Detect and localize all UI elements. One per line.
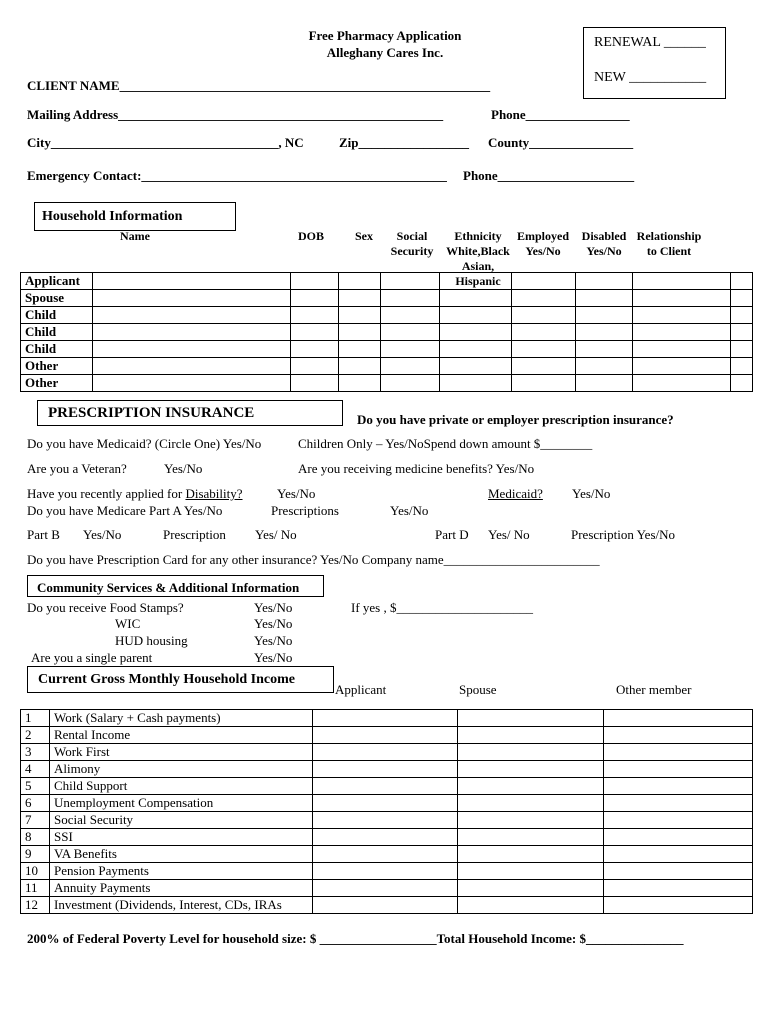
medicaid-applied-label: Medicaid? [488, 486, 543, 501]
single-parent-question: Are you a single parent [31, 650, 153, 665]
household-cell[interactable] [92, 324, 290, 341]
col-ssn: Social Security [390, 229, 434, 258]
medicaid-applied-yes-no[interactable]: Yes/No [572, 486, 611, 501]
household-cell[interactable] [730, 375, 752, 392]
renewal-field[interactable]: RENEWAL ______ [594, 35, 706, 50]
household-cell[interactable] [290, 358, 338, 375]
household-cell[interactable] [730, 273, 752, 290]
household-cell[interactable] [338, 290, 380, 307]
income-cell[interactable] [604, 829, 753, 846]
income-row-number: 10 [21, 863, 50, 880]
income-cell[interactable] [604, 778, 753, 795]
household-cell[interactable] [92, 375, 290, 392]
food-stamps-question: Do you receive Food Stamps? [27, 600, 184, 615]
household-row-label: Other [21, 375, 93, 392]
medicine-benefits-question[interactable]: Are you receiving medicine benefits? Yes/No [298, 461, 535, 476]
income-cell[interactable] [312, 863, 458, 880]
income-cell[interactable] [312, 795, 458, 812]
col-relationship: Relationship to Client [636, 229, 702, 258]
income-row-label: Annuity Payments [49, 880, 312, 897]
col-disabled: Disabled Yes/No [581, 229, 627, 258]
household-cell[interactable] [440, 273, 512, 290]
household-cell[interactable] [576, 307, 633, 324]
part-d-label: Part D [435, 527, 469, 542]
mailing-address-field[interactable]: Mailing Address__________________________________________________ [27, 107, 444, 122]
client-name-field[interactable]: CLIENT NAME_________________________________________________________ [27, 78, 491, 93]
prescriptions-yes-no[interactable]: Yes/No [390, 503, 429, 518]
household-cell[interactable] [380, 375, 440, 392]
zip-field[interactable]: Zip_________________ [339, 135, 470, 150]
income-row-label: Pension Payments [49, 863, 312, 880]
disability-word: Disability? [185, 486, 243, 501]
col-name: Name [120, 229, 150, 243]
household-cell[interactable] [730, 341, 752, 358]
income-cell[interactable] [458, 744, 604, 761]
household-cell[interactable] [633, 358, 731, 375]
col-sex: Sex [355, 229, 373, 243]
income-row-label: Unemployment Compensation [49, 795, 312, 812]
household-cell[interactable] [633, 307, 731, 324]
income-cell[interactable] [604, 710, 753, 727]
income-row-label: Child Support [49, 778, 312, 795]
household-table [20, 272, 753, 392]
income-row [21, 897, 753, 914]
income-cell[interactable] [458, 863, 604, 880]
household-row [21, 307, 753, 324]
new-field[interactable]: NEW ___________ [594, 70, 707, 85]
household-cell[interactable] [338, 358, 380, 375]
income-row [21, 761, 753, 778]
household-row-label: Other [21, 358, 93, 375]
income-row-number: 5 [21, 778, 50, 795]
income-row [21, 795, 753, 812]
income-cell[interactable] [604, 880, 753, 897]
income-section-title: Current Gross Monthly Household Income [38, 672, 295, 687]
income-row-label: SSI [49, 829, 312, 846]
household-cell[interactable] [290, 341, 338, 358]
income-row-label: Work (Salary + Cash payments) [49, 710, 312, 727]
household-cell[interactable] [338, 273, 380, 290]
prescriptions-label: Prescriptions [271, 503, 339, 518]
income-cell[interactable] [458, 727, 604, 744]
income-row-number: 9 [21, 846, 50, 863]
emergency-phone-field[interactable]: Phone_____________________ [463, 168, 635, 183]
prescription-b-yes-no[interactable]: Yes/ No [255, 527, 297, 542]
household-cell[interactable] [92, 358, 290, 375]
income-row-label: Work First [49, 744, 312, 761]
household-cell[interactable] [338, 341, 380, 358]
household-cell[interactable] [633, 375, 731, 392]
household-row [21, 358, 753, 375]
income-cell[interactable] [458, 795, 604, 812]
household-cell[interactable] [92, 273, 290, 290]
income-cell[interactable] [312, 778, 458, 795]
part-b-yes-no[interactable]: Yes/No [83, 527, 122, 542]
household-cell[interactable] [380, 307, 440, 324]
household-cell[interactable] [576, 375, 633, 392]
income-row-label: Social Security [49, 812, 312, 829]
income-cell[interactable] [458, 761, 604, 778]
household-cell[interactable] [290, 290, 338, 307]
part-d-yes-no[interactable]: Yes/ No [488, 527, 530, 542]
income-cell[interactable] [458, 778, 604, 795]
income-row [21, 846, 753, 863]
household-row-label: Child [21, 324, 93, 341]
household-cell[interactable] [633, 290, 731, 307]
disability-yes-no[interactable]: Yes/No [277, 486, 316, 501]
income-cell[interactable] [312, 846, 458, 863]
children-only-spend-down[interactable]: Children Only – Yes/NoSpend down amount $________ [298, 436, 593, 451]
household-cell[interactable] [512, 375, 576, 392]
household-row-label: Child [21, 341, 93, 358]
household-cell[interactable] [576, 273, 633, 290]
wic-label: WIC [115, 616, 141, 631]
col-applicant: Applicant [335, 682, 387, 697]
household-cell[interactable] [576, 324, 633, 341]
household-row [21, 273, 753, 290]
city-field[interactable]: City___________________________________, NC [27, 135, 304, 150]
household-cell[interactable] [576, 358, 633, 375]
food-stamps-yes-no[interactable]: Yes/No [254, 600, 293, 615]
disability-question: Have you recently applied for Disability? [27, 486, 243, 501]
income-cell[interactable] [312, 744, 458, 761]
income-table [20, 709, 753, 914]
household-cell[interactable] [440, 307, 512, 324]
household-cell[interactable] [576, 341, 633, 358]
income-cell[interactable] [458, 829, 604, 846]
form-title: Free Pharmacy Application [308, 28, 462, 43]
household-cell[interactable] [290, 273, 338, 290]
household-row [21, 324, 753, 341]
income-section-box [27, 666, 334, 693]
income-cell[interactable] [458, 812, 604, 829]
household-cell[interactable] [338, 307, 380, 324]
income-row-number: 2 [21, 727, 50, 744]
income-row-number: 1 [21, 710, 50, 727]
income-row-label: Rental Income [49, 727, 312, 744]
income-cell[interactable] [604, 863, 753, 880]
county-field[interactable]: County________________ [488, 135, 634, 150]
income-cell[interactable] [312, 897, 458, 914]
household-cell[interactable] [512, 307, 576, 324]
household-cell[interactable] [380, 290, 440, 307]
household-cell[interactable] [380, 324, 440, 341]
income-row [21, 744, 753, 761]
household-cell[interactable] [380, 341, 440, 358]
household-cell[interactable] [380, 358, 440, 375]
household-cell[interactable] [512, 290, 576, 307]
medicare-part-a-question[interactable]: Do you have Medicare Part A Yes/No [27, 503, 223, 518]
household-cell[interactable] [730, 290, 752, 307]
household-cell[interactable] [92, 290, 290, 307]
income-cell[interactable] [604, 795, 753, 812]
medicaid-question[interactable]: Do you have Medicaid? (Circle One) Yes/No [27, 436, 262, 451]
income-row [21, 727, 753, 744]
income-row-number: 4 [21, 761, 50, 778]
household-cell[interactable] [338, 375, 380, 392]
household-cell[interactable] [512, 273, 576, 290]
household-row [21, 375, 753, 392]
income-cell[interactable] [458, 897, 604, 914]
poverty-level-total-income[interactable]: 200% of Federal Poverty Level for household size: $ __________________Total Household Income: $_______________ [27, 931, 684, 946]
col-employed: Employed Yes/No [516, 229, 569, 258]
household-cell[interactable] [290, 375, 338, 392]
household-cell[interactable] [440, 358, 512, 375]
income-cell[interactable] [458, 710, 604, 727]
part-b-label: Part B [27, 527, 60, 542]
community-section-title: Community Services & Additional Information [37, 580, 300, 595]
household-cell[interactable] [290, 324, 338, 341]
emergency-contact-field[interactable]: Emergency Contact:_______________________________________________ [27, 168, 447, 183]
income-row-label: Investment (Dividends, Interest, CDs, IRAs [49, 897, 312, 914]
income-cell[interactable] [312, 880, 458, 897]
household-cell[interactable] [440, 324, 512, 341]
household-row [21, 290, 753, 307]
col-dob: DOB [298, 229, 325, 243]
income-row [21, 863, 753, 880]
income-cell[interactable] [312, 727, 458, 744]
household-cell[interactable] [633, 273, 731, 290]
income-cell[interactable] [604, 897, 753, 914]
veteran-yes-no[interactable]: Yes/No [164, 461, 203, 476]
income-cell[interactable] [458, 846, 604, 863]
phone-field[interactable]: Phone________________ [491, 107, 630, 122]
household-cell[interactable] [440, 341, 512, 358]
household-cell[interactable] [92, 341, 290, 358]
household-cell[interactable] [730, 307, 752, 324]
household-section-box [34, 202, 236, 231]
income-row-number: 12 [21, 897, 50, 914]
veteran-question: Are you a Veteran? [27, 461, 127, 476]
income-row-number: 3 [21, 744, 50, 761]
rx-section-box [37, 400, 343, 426]
income-row [21, 829, 753, 846]
household-row-label: Spouse [21, 290, 93, 307]
private-insurance-question[interactable]: Do you have private or employer prescription insurance? [357, 412, 674, 427]
household-cell[interactable] [290, 307, 338, 324]
rx-section-title: PRESCRIPTION INSURANCE [48, 405, 255, 421]
household-cell[interactable] [576, 290, 633, 307]
prescription-d-yes-no[interactable]: Prescription Yes/No [571, 527, 676, 542]
community-section-box [27, 575, 324, 597]
household-cell[interactable] [440, 375, 512, 392]
hud-housing-label: HUD housing [115, 633, 188, 648]
income-row [21, 710, 753, 727]
household-cell[interactable] [633, 324, 731, 341]
household-row-label: Child [21, 307, 93, 324]
hud-yes-no[interactable]: Yes/No [254, 633, 293, 648]
household-cell[interactable] [512, 324, 576, 341]
income-row-number: 11 [21, 880, 50, 897]
household-cell[interactable] [633, 341, 731, 358]
household-cell[interactable] [92, 307, 290, 324]
income-row [21, 812, 753, 829]
income-cell[interactable] [312, 710, 458, 727]
organization-name: Alleghany Cares Inc. [326, 45, 444, 60]
prescription-b-label: Prescription [163, 527, 226, 542]
income-cell[interactable] [312, 812, 458, 829]
prescription-card-question[interactable]: Do you have Prescription Card for any other insurance? Yes/No Company name________________________ [27, 552, 600, 567]
household-cell[interactable] [380, 273, 440, 290]
col-other-member: Other member [616, 682, 692, 697]
household-cell[interactable] [512, 358, 576, 375]
income-cell[interactable] [604, 744, 753, 761]
income-row [21, 778, 753, 795]
income-row-number: 6 [21, 795, 50, 812]
income-cell[interactable] [604, 812, 753, 829]
income-row-number: 7 [21, 812, 50, 829]
income-cell[interactable] [604, 846, 753, 863]
wic-yes-no[interactable]: Yes/No [254, 616, 293, 631]
income-row-label: Alimony [49, 761, 312, 778]
food-stamps-amount-field[interactable]: If yes , $_____________________ [351, 600, 533, 615]
household-cell[interactable] [512, 341, 576, 358]
income-cell[interactable] [458, 880, 604, 897]
income-row-number: 8 [21, 829, 50, 846]
household-cell[interactable] [730, 324, 752, 341]
renewal-new-box [583, 27, 726, 99]
col-ethnicity: Ethnicity White,Black Asian, Hispanic [446, 229, 510, 288]
income-row [21, 880, 753, 897]
income-row-label: VA Benefits [49, 846, 312, 863]
single-parent-yes-no[interactable]: Yes/No [254, 650, 293, 665]
income-cell[interactable] [312, 829, 458, 846]
household-cell[interactable] [440, 290, 512, 307]
income-cell[interactable] [604, 761, 753, 778]
income-cell[interactable] [604, 727, 753, 744]
household-cell[interactable] [730, 358, 752, 375]
household-row-label: Applicant [21, 273, 93, 290]
household-section-title: Household Information [42, 209, 183, 224]
household-cell[interactable] [338, 324, 380, 341]
household-row [21, 341, 753, 358]
income-cell[interactable] [312, 761, 458, 778]
col-spouse: Spouse [459, 682, 497, 697]
